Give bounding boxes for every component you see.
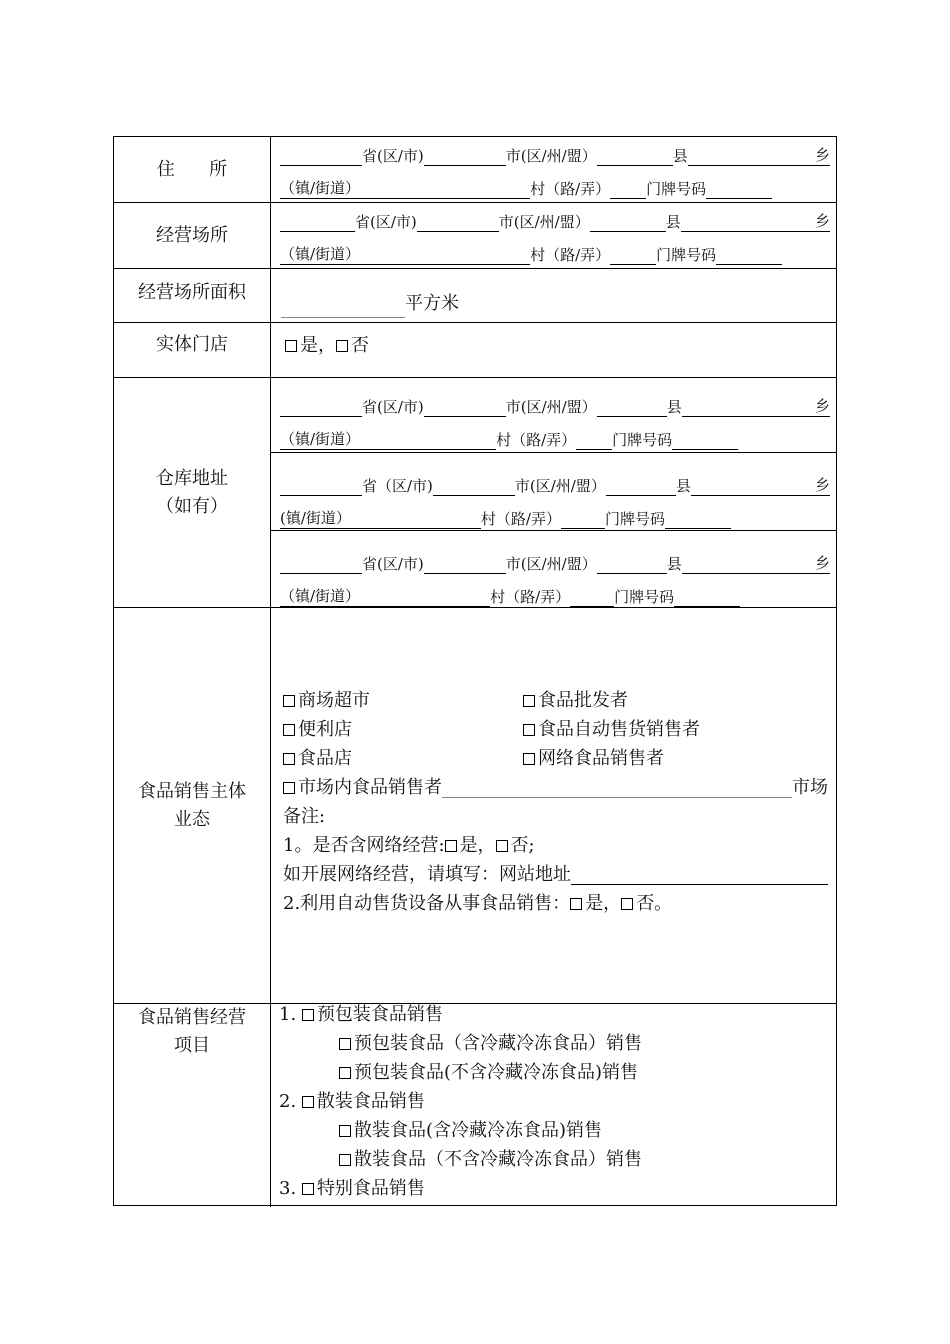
warehouse-label: 仓库地址 （如有） — [114, 378, 271, 607]
option-convenience-store-checkbox[interactable] — [283, 724, 295, 736]
option-convenience-store[interactable]: 便利店 — [283, 715, 523, 744]
remark-online: 1。是否含网络经营: 是， 否; — [283, 835, 535, 856]
premises-area-row — [114, 268, 836, 322]
business-format-row — [114, 607, 836, 1003]
remark-online-no-checkbox[interactable] — [496, 840, 508, 852]
physical-store-yes-checkbox[interactable] — [285, 340, 297, 352]
remark-vending-yes-checkbox[interactable] — [570, 898, 582, 910]
item-prepackaged-cold[interactable]: 预包装食品（含冷藏冷冻食品）销售 — [279, 1029, 828, 1058]
physical-store-label: 实体门店 — [114, 323, 271, 377]
residence-address[interactable]: 省(区/市) 市(区/州/盟） 县 乡 （镇/街道） 村（路/弄） 门牌号码 — [280, 146, 830, 198]
item-prepackaged-checkbox[interactable] — [302, 1009, 314, 1021]
premises-area-label: 经营场所面积 — [114, 269, 271, 322]
remark-vending-no-checkbox[interactable] — [621, 898, 633, 910]
item-prepackaged-cold-checkbox[interactable] — [339, 1038, 351, 1050]
option-vending-seller[interactable]: 食品自动售货销售者 — [523, 715, 700, 744]
remark-vending: 2.利用自动售货设备从事食品销售： 是， 否。 — [283, 893, 673, 914]
market-name-field[interactable] — [442, 775, 792, 798]
option-wholesaler-checkbox[interactable] — [523, 695, 535, 707]
warehouse-address-1[interactable]: 省(区/市) 市(区/州/盟） 县 乡 （镇/街道） 村（路/弄） 门牌号码 — [280, 397, 830, 449]
premises-area-field[interactable]: 平方米 — [271, 269, 836, 322]
item-prepackaged[interactable]: 1. 预包装食品销售 — [279, 1004, 443, 1025]
food-license-form — [113, 136, 837, 1206]
website-row: 如开展网络经营，请填写：网站地址 — [283, 860, 828, 889]
item-bulk-no-cold[interactable]: 散装食品（不含冷藏冷冻食品）销售 — [279, 1145, 828, 1174]
option-vending-seller-checkbox[interactable] — [523, 724, 535, 736]
option-market-seller[interactable]: 市场内食品销售者 市场 — [283, 773, 828, 802]
remarks-title: 备注: — [283, 806, 326, 827]
warehouse-address-3[interactable]: 省(区/市) 市(区/州/盟） 县 乡 （镇/街道） 村（路/弄） 门牌号码 — [271, 530, 836, 608]
physical-store-no-checkbox[interactable] — [336, 340, 348, 352]
item-special[interactable]: 3. 特别食品销售 — [279, 1178, 425, 1199]
business-premises-label: 经营场所 — [114, 203, 271, 268]
business-format-label: 食品销售主体 业态 — [114, 608, 271, 1003]
website-field[interactable] — [571, 862, 828, 885]
warehouse-address-2[interactable]: 省（区/市) 市(区/州/盟） 县 乡 (镇/街道） 村（路/弄） 门牌号码 — [271, 452, 836, 530]
option-online-seller[interactable]: 网络食品销售者 — [523, 744, 664, 773]
option-supermarket[interactable]: 商场超市 — [283, 686, 523, 715]
item-bulk-checkbox[interactable] — [302, 1096, 314, 1108]
warehouse-row — [114, 377, 836, 607]
residence-label: 住 所 — [114, 137, 271, 202]
option-market-seller-checkbox[interactable] — [283, 782, 295, 794]
option-supermarket-checkbox[interactable] — [283, 695, 295, 707]
item-bulk-cold-checkbox[interactable] — [339, 1125, 351, 1137]
option-food-store[interactable]: 食品店 — [283, 744, 523, 773]
option-online-seller-checkbox[interactable] — [523, 753, 535, 765]
option-wholesaler[interactable]: 食品批发者 — [523, 686, 628, 715]
item-bulk[interactable]: 2. 散装食品销售 — [279, 1091, 425, 1112]
business-items-row — [114, 1003, 836, 1207]
option-food-store-checkbox[interactable] — [283, 753, 295, 765]
physical-store-row: 实体门店 是， 否 — [114, 322, 836, 377]
item-bulk-no-cold-checkbox[interactable] — [339, 1154, 351, 1166]
business-premises-row — [114, 202, 836, 268]
item-special-checkbox[interactable] — [302, 1183, 314, 1195]
remark-online-yes-checkbox[interactable] — [445, 840, 457, 852]
item-prepackaged-no-cold[interactable]: 预包装食品(不含冷藏冷冻食品)销售 — [279, 1058, 828, 1087]
business-items-label: 食品销售经营 项目 — [114, 1004, 271, 1207]
item-bulk-cold[interactable]: 散装食品(含冷藏冷冻食品)销售 — [279, 1116, 828, 1145]
item-prepackaged-no-cold-checkbox[interactable] — [339, 1067, 351, 1079]
residence-row — [114, 137, 836, 202]
business-premises-address[interactable]: 省(区/市) 市(区/州/盟） 县 乡 （镇/街道） 村（路/弄） 门牌号码 — [280, 212, 830, 264]
